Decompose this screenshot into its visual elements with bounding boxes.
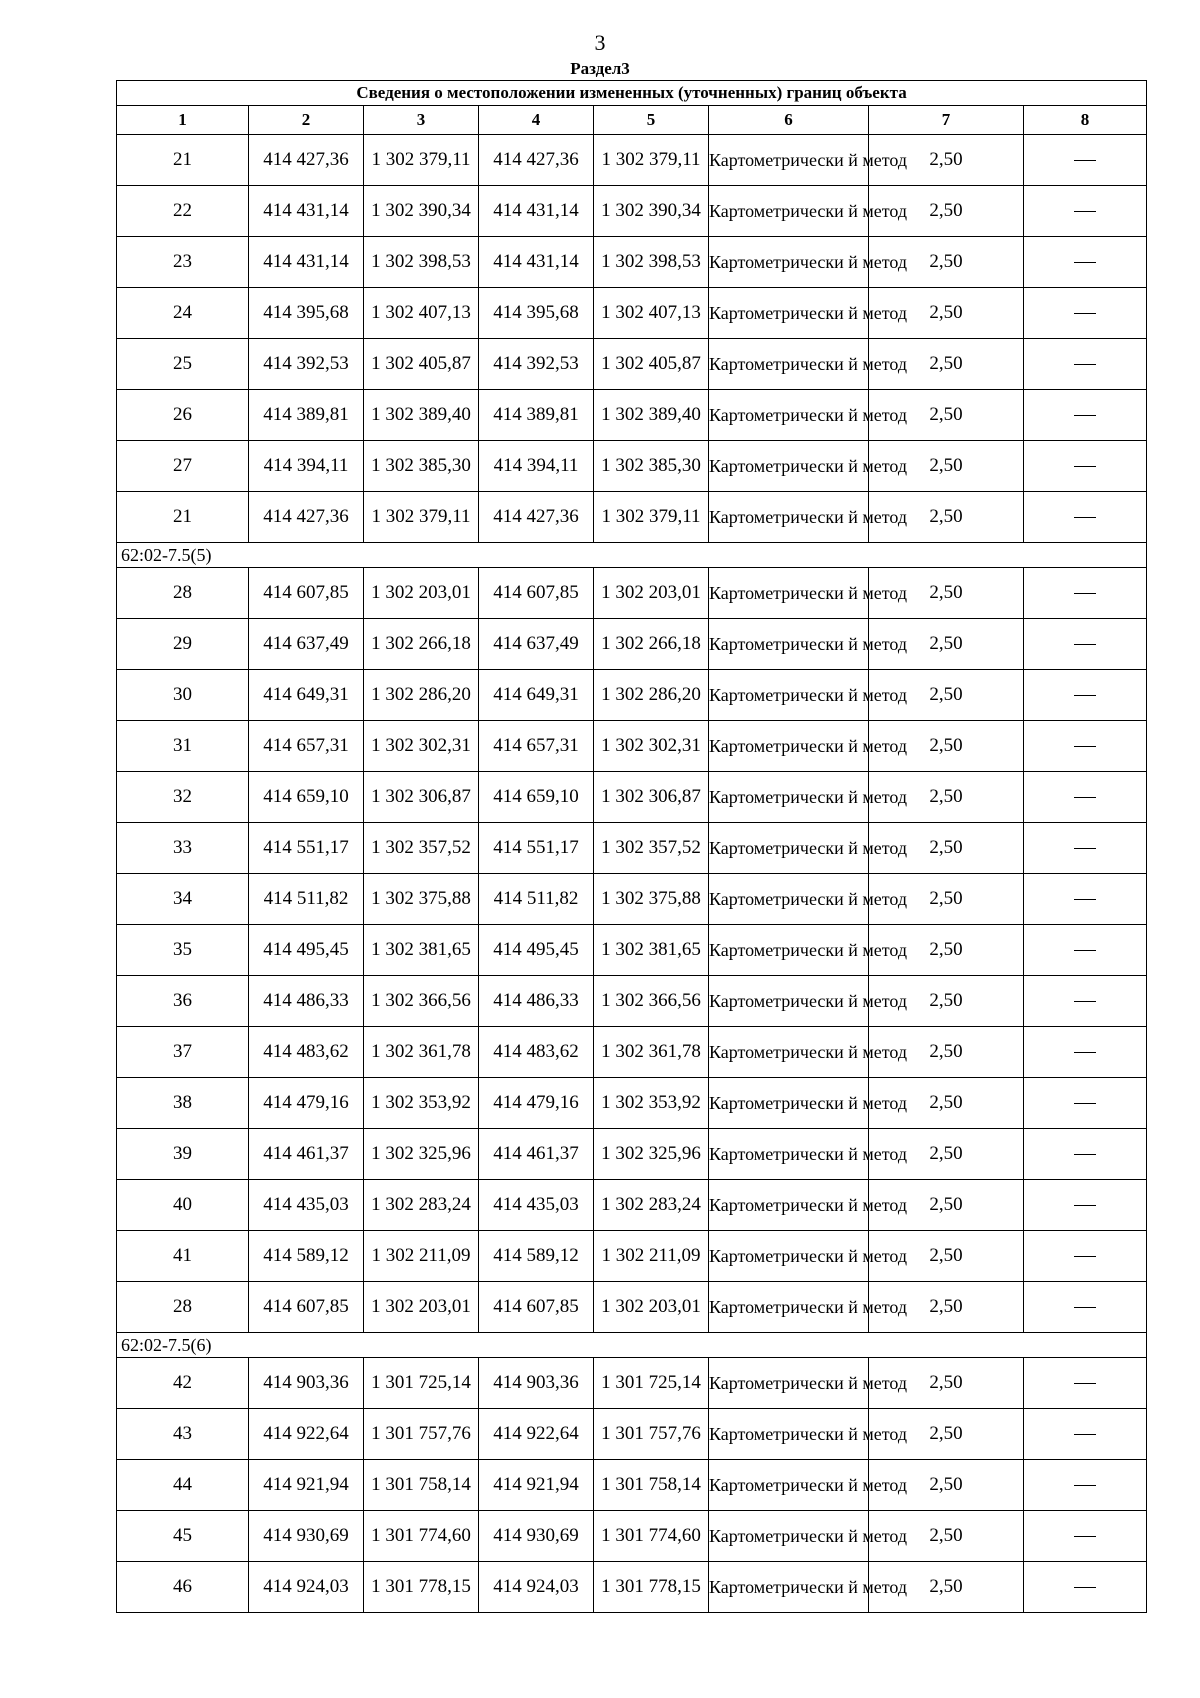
dash-mark (1074, 899, 1096, 900)
y-old-cell: 1 302 203,01 (364, 1282, 479, 1333)
accuracy-cell: 2,50 (869, 135, 1024, 186)
dash-mark (1074, 1383, 1096, 1384)
point-number-cell: 42 (117, 1358, 249, 1409)
description-cell (1024, 772, 1147, 823)
dash-mark (1074, 211, 1096, 212)
dash-mark (1074, 797, 1096, 798)
x-new-cell: 414 649,31 (479, 670, 594, 721)
table-row (117, 1078, 1147, 1129)
y-old-cell: 1 302 379,11 (364, 135, 479, 186)
dash-mark (1074, 262, 1096, 263)
x-new-cell: 414 589,12 (479, 1231, 594, 1282)
x-old-cell: 414 659,10 (249, 772, 364, 823)
y-new-cell: 1 302 405,87 (594, 339, 709, 390)
x-new-cell: 414 394,11 (479, 441, 594, 492)
x-new-cell: 414 389,81 (479, 390, 594, 441)
y-old-cell: 1 301 758,14 (364, 1460, 479, 1511)
point-number-cell: 44 (117, 1460, 249, 1511)
y-new-cell: 1 302 203,01 (594, 568, 709, 619)
dash-mark (1074, 1307, 1096, 1308)
x-old-cell: 414 483,62 (249, 1027, 364, 1078)
accuracy-cell: 2,50 (869, 186, 1024, 237)
method-cell: Картометрически й метод (709, 390, 869, 441)
method-cell: Картометрически й метод (709, 492, 869, 543)
y-old-cell: 1 302 381,65 (364, 925, 479, 976)
y-new-cell: 1 302 203,01 (594, 1282, 709, 1333)
x-new-cell: 414 461,37 (479, 1129, 594, 1180)
description-cell (1024, 135, 1147, 186)
description-cell (1024, 492, 1147, 543)
y-new-cell: 1 301 757,76 (594, 1409, 709, 1460)
x-new-cell: 414 427,36 (479, 135, 594, 186)
dash-mark (1074, 950, 1096, 951)
dash-mark (1074, 644, 1096, 645)
group-label-row (117, 1333, 1147, 1358)
accuracy-cell: 2,50 (869, 976, 1024, 1027)
table-row (117, 1282, 1147, 1333)
y-new-cell: 1 302 302,31 (594, 721, 709, 772)
accuracy-cell: 2,50 (869, 492, 1024, 543)
y-new-cell: 1 302 379,11 (594, 492, 709, 543)
y-old-cell: 1 302 379,11 (364, 492, 479, 543)
dash-mark (1074, 848, 1096, 849)
table-row (117, 186, 1147, 237)
method-cell: Картометрически й метод (709, 237, 869, 288)
y-new-cell: 1 302 353,92 (594, 1078, 709, 1129)
point-number-cell: 27 (117, 441, 249, 492)
table-row (117, 135, 1147, 186)
table-row (117, 925, 1147, 976)
point-number-cell: 40 (117, 1180, 249, 1231)
x-new-cell: 414 922,64 (479, 1409, 594, 1460)
x-old-cell: 414 392,53 (249, 339, 364, 390)
y-new-cell: 1 301 778,15 (594, 1562, 709, 1613)
x-old-cell: 414 431,14 (249, 237, 364, 288)
x-old-cell: 414 607,85 (249, 568, 364, 619)
point-number-cell: 35 (117, 925, 249, 976)
point-number-cell: 36 (117, 976, 249, 1027)
description-cell (1024, 441, 1147, 492)
x-old-cell: 414 461,37 (249, 1129, 364, 1180)
y-old-cell: 1 302 353,92 (364, 1078, 479, 1129)
column-number: 5 (594, 106, 709, 135)
table-row (117, 237, 1147, 288)
y-old-cell: 1 302 366,56 (364, 976, 479, 1027)
point-number-cell: 39 (117, 1129, 249, 1180)
method-cell: Картометрически й метод (709, 823, 869, 874)
y-new-cell: 1 302 366,56 (594, 976, 709, 1027)
column-number: 1 (117, 106, 249, 135)
method-cell: Картометрически й метод (709, 1562, 869, 1613)
accuracy-cell: 2,50 (869, 670, 1024, 721)
description-cell (1024, 823, 1147, 874)
y-new-cell: 1 302 361,78 (594, 1027, 709, 1078)
method-cell: Картометрически й метод (709, 1231, 869, 1282)
accuracy-cell: 2,50 (869, 721, 1024, 772)
point-number-cell: 46 (117, 1562, 249, 1613)
y-old-cell: 1 302 405,87 (364, 339, 479, 390)
accuracy-cell: 2,50 (869, 1511, 1024, 1562)
column-number: 8 (1024, 106, 1147, 135)
description-cell (1024, 1562, 1147, 1613)
dash-mark (1074, 1536, 1096, 1537)
x-new-cell: 414 495,45 (479, 925, 594, 976)
point-number-cell: 22 (117, 186, 249, 237)
group-label: 62:02-7.5(5) (117, 543, 1147, 568)
y-new-cell: 1 302 407,13 (594, 288, 709, 339)
point-number-cell: 43 (117, 1409, 249, 1460)
accuracy-cell: 2,50 (869, 390, 1024, 441)
table-row (117, 1562, 1147, 1613)
x-new-cell: 414 657,31 (479, 721, 594, 772)
dash-mark (1074, 466, 1096, 467)
y-old-cell: 1 302 389,40 (364, 390, 479, 441)
method-cell: Картометрически й метод (709, 288, 869, 339)
x-old-cell: 414 431,14 (249, 186, 364, 237)
description-cell (1024, 1231, 1147, 1282)
section-title: Раздел3 (570, 59, 630, 78)
x-old-cell: 414 389,81 (249, 390, 364, 441)
table-row (117, 1180, 1147, 1231)
method-cell: Картометрически й метод (709, 1460, 869, 1511)
description-cell (1024, 186, 1147, 237)
x-old-cell: 414 427,36 (249, 135, 364, 186)
description-cell (1024, 237, 1147, 288)
dash-mark (1074, 593, 1096, 594)
dash-mark (1074, 1154, 1096, 1155)
y-old-cell: 1 301 778,15 (364, 1562, 479, 1613)
column-number: 4 (479, 106, 594, 135)
point-number-cell: 21 (117, 492, 249, 543)
method-cell: Картометрически й метод (709, 721, 869, 772)
table-row (117, 390, 1147, 441)
method-cell: Картометрически й метод (709, 1129, 869, 1180)
accuracy-cell: 2,50 (869, 1562, 1024, 1613)
dash-mark (1074, 1434, 1096, 1435)
accuracy-cell: 2,50 (869, 1282, 1024, 1333)
table-row (117, 823, 1147, 874)
point-number-cell: 38 (117, 1078, 249, 1129)
y-old-cell: 1 301 725,14 (364, 1358, 479, 1409)
column-number: 6 (709, 106, 869, 135)
accuracy-cell: 2,50 (869, 1027, 1024, 1078)
accuracy-cell: 2,50 (869, 441, 1024, 492)
table-row (117, 1027, 1147, 1078)
point-number-cell: 34 (117, 874, 249, 925)
table-row (117, 441, 1147, 492)
method-cell: Картометрически й метод (709, 1409, 869, 1460)
x-new-cell: 414 427,36 (479, 492, 594, 543)
accuracy-cell: 2,50 (869, 288, 1024, 339)
method-cell: Картометрически й метод (709, 1511, 869, 1562)
y-old-cell: 1 302 283,24 (364, 1180, 479, 1231)
column-number: 7 (869, 106, 1024, 135)
accuracy-cell: 2,50 (869, 339, 1024, 390)
accuracy-cell: 2,50 (869, 925, 1024, 976)
dash-mark (1074, 415, 1096, 416)
point-number-cell: 32 (117, 772, 249, 823)
x-old-cell: 414 924,03 (249, 1562, 364, 1613)
y-old-cell: 1 302 302,31 (364, 721, 479, 772)
y-new-cell: 1 302 390,34 (594, 186, 709, 237)
description-cell (1024, 339, 1147, 390)
dash-mark (1074, 695, 1096, 696)
x-new-cell: 414 607,85 (479, 1282, 594, 1333)
column-number: 3 (364, 106, 479, 135)
y-new-cell: 1 302 381,65 (594, 925, 709, 976)
dash-mark (1074, 1205, 1096, 1206)
table-row (117, 568, 1147, 619)
method-cell: Картометрически й метод (709, 874, 869, 925)
method-cell: Картометрически й метод (709, 1282, 869, 1333)
description-cell (1024, 976, 1147, 1027)
description-cell (1024, 619, 1147, 670)
x-old-cell: 414 511,82 (249, 874, 364, 925)
point-number-cell: 29 (117, 619, 249, 670)
y-old-cell: 1 301 774,60 (364, 1511, 479, 1562)
accuracy-cell: 2,50 (869, 772, 1024, 823)
x-old-cell: 414 551,17 (249, 823, 364, 874)
y-new-cell: 1 302 306,87 (594, 772, 709, 823)
dash-mark (1074, 517, 1096, 518)
table-row (117, 721, 1147, 772)
x-new-cell: 414 921,94 (479, 1460, 594, 1511)
table-row (117, 288, 1147, 339)
x-new-cell: 414 637,49 (479, 619, 594, 670)
x-new-cell: 414 551,17 (479, 823, 594, 874)
accuracy-cell: 2,50 (869, 1129, 1024, 1180)
y-old-cell: 1 302 385,30 (364, 441, 479, 492)
description-cell (1024, 874, 1147, 925)
y-new-cell: 1 302 398,53 (594, 237, 709, 288)
accuracy-cell: 2,50 (869, 874, 1024, 925)
point-number-cell: 33 (117, 823, 249, 874)
x-new-cell: 414 431,14 (479, 186, 594, 237)
y-old-cell: 1 302 286,20 (364, 670, 479, 721)
description-cell (1024, 390, 1147, 441)
description-cell (1024, 721, 1147, 772)
y-old-cell: 1 302 398,53 (364, 237, 479, 288)
description-cell (1024, 1511, 1147, 1562)
accuracy-cell: 2,50 (869, 1231, 1024, 1282)
x-old-cell: 414 486,33 (249, 976, 364, 1027)
description-cell (1024, 1282, 1147, 1333)
y-new-cell: 1 302 375,88 (594, 874, 709, 925)
method-cell: Картометрически й метод (709, 925, 869, 976)
x-new-cell: 414 930,69 (479, 1511, 594, 1562)
x-new-cell: 414 924,03 (479, 1562, 594, 1613)
description-cell (1024, 1129, 1147, 1180)
point-number-cell: 45 (117, 1511, 249, 1562)
x-old-cell: 414 903,36 (249, 1358, 364, 1409)
description-cell (1024, 1078, 1147, 1129)
y-old-cell: 1 302 375,88 (364, 874, 479, 925)
description-cell (1024, 670, 1147, 721)
method-cell: Картометрически й метод (709, 1027, 869, 1078)
description-cell (1024, 288, 1147, 339)
description-cell (1024, 1027, 1147, 1078)
point-number-cell: 37 (117, 1027, 249, 1078)
x-old-cell: 414 589,12 (249, 1231, 364, 1282)
x-new-cell: 414 903,36 (479, 1358, 594, 1409)
point-number-cell: 23 (117, 237, 249, 288)
dash-mark (1074, 1052, 1096, 1053)
column-number-row (117, 106, 1147, 135)
y-new-cell: 1 301 725,14 (594, 1358, 709, 1409)
point-number-cell: 28 (117, 1282, 249, 1333)
table-row (117, 670, 1147, 721)
y-new-cell: 1 302 211,09 (594, 1231, 709, 1282)
table-caption: Сведения о местоположении измененных (уточненных) границ объекта (117, 81, 1147, 106)
description-cell (1024, 925, 1147, 976)
accuracy-cell: 2,50 (869, 237, 1024, 288)
y-new-cell: 1 302 325,96 (594, 1129, 709, 1180)
y-new-cell: 1 302 389,40 (594, 390, 709, 441)
description-cell (1024, 568, 1147, 619)
y-new-cell: 1 301 774,60 (594, 1511, 709, 1562)
x-old-cell: 414 637,49 (249, 619, 364, 670)
method-cell: Картометрически й метод (709, 1180, 869, 1231)
y-new-cell: 1 301 758,14 (594, 1460, 709, 1511)
point-number-cell: 30 (117, 670, 249, 721)
x-old-cell: 414 395,68 (249, 288, 364, 339)
table-body (117, 135, 1147, 1613)
table-row (117, 1460, 1147, 1511)
table-row (117, 492, 1147, 543)
x-old-cell: 414 657,31 (249, 721, 364, 772)
y-old-cell: 1 302 325,96 (364, 1129, 479, 1180)
dash-mark (1074, 1485, 1096, 1486)
x-old-cell: 414 495,45 (249, 925, 364, 976)
accuracy-cell: 2,50 (869, 619, 1024, 670)
column-number: 2 (249, 106, 364, 135)
x-new-cell: 414 479,16 (479, 1078, 594, 1129)
y-old-cell: 1 302 211,09 (364, 1231, 479, 1282)
dash-mark (1074, 1001, 1096, 1002)
x-new-cell: 414 659,10 (479, 772, 594, 823)
x-old-cell: 414 930,69 (249, 1511, 364, 1562)
point-number-cell: 26 (117, 390, 249, 441)
group-label-row (117, 543, 1147, 568)
y-old-cell: 1 302 203,01 (364, 568, 479, 619)
y-new-cell: 1 302 357,52 (594, 823, 709, 874)
method-cell: Картометрически й метод (709, 441, 869, 492)
table-row (117, 772, 1147, 823)
accuracy-cell: 2,50 (869, 1078, 1024, 1129)
x-new-cell: 414 607,85 (479, 568, 594, 619)
table-row (117, 619, 1147, 670)
x-new-cell: 414 486,33 (479, 976, 594, 1027)
method-cell: Картометрически й метод (709, 568, 869, 619)
y-new-cell: 1 302 283,24 (594, 1180, 709, 1231)
x-new-cell: 414 431,14 (479, 237, 594, 288)
point-number-cell: 41 (117, 1231, 249, 1282)
x-old-cell: 414 649,31 (249, 670, 364, 721)
x-old-cell: 414 922,64 (249, 1409, 364, 1460)
dash-mark (1074, 1587, 1096, 1588)
method-cell: Картометрически й метод (709, 670, 869, 721)
page-number: 3 (594, 30, 606, 55)
method-cell: Картометрически й метод (709, 1078, 869, 1129)
dash-mark (1074, 160, 1096, 161)
y-new-cell: 1 302 266,18 (594, 619, 709, 670)
x-new-cell: 414 435,03 (479, 1180, 594, 1231)
accuracy-cell: 2,50 (869, 568, 1024, 619)
description-cell (1024, 1180, 1147, 1231)
table-row (117, 1358, 1147, 1409)
x-new-cell: 414 511,82 (479, 874, 594, 925)
dash-mark (1074, 364, 1096, 365)
y-old-cell: 1 302 361,78 (364, 1027, 479, 1078)
x-old-cell: 414 394,11 (249, 441, 364, 492)
point-number-cell: 28 (117, 568, 249, 619)
y-old-cell: 1 301 757,76 (364, 1409, 479, 1460)
description-cell (1024, 1460, 1147, 1511)
x-old-cell: 414 427,36 (249, 492, 364, 543)
x-old-cell: 414 435,03 (249, 1180, 364, 1231)
accuracy-cell: 2,50 (869, 823, 1024, 874)
dash-mark (1074, 313, 1096, 314)
dash-mark (1074, 1256, 1096, 1257)
x-old-cell: 414 479,16 (249, 1078, 364, 1129)
point-number-cell: 25 (117, 339, 249, 390)
method-cell: Картометрически й метод (709, 186, 869, 237)
table-row (117, 339, 1147, 390)
description-cell (1024, 1409, 1147, 1460)
x-new-cell: 414 483,62 (479, 1027, 594, 1078)
method-cell: Картометрически й метод (709, 772, 869, 823)
description-cell (1024, 1358, 1147, 1409)
method-cell: Картометрически й метод (709, 619, 869, 670)
table-row (117, 1409, 1147, 1460)
table-caption-row (117, 81, 1147, 106)
y-new-cell: 1 302 286,20 (594, 670, 709, 721)
accuracy-cell: 2,50 (869, 1409, 1024, 1460)
accuracy-cell: 2,50 (869, 1180, 1024, 1231)
table-row (117, 1511, 1147, 1562)
accuracy-cell: 2,50 (869, 1358, 1024, 1409)
table-row (117, 874, 1147, 925)
y-new-cell: 1 302 379,11 (594, 135, 709, 186)
accuracy-cell: 2,50 (869, 1460, 1024, 1511)
x-old-cell: 414 607,85 (249, 1282, 364, 1333)
dash-mark (1074, 746, 1096, 747)
y-old-cell: 1 302 357,52 (364, 823, 479, 874)
y-old-cell: 1 302 390,34 (364, 186, 479, 237)
point-number-cell: 21 (117, 135, 249, 186)
table-row (117, 1231, 1147, 1282)
table-row (117, 1129, 1147, 1180)
method-cell: Картометрически й метод (709, 339, 869, 390)
x-new-cell: 414 392,53 (479, 339, 594, 390)
y-old-cell: 1 302 306,87 (364, 772, 479, 823)
y-old-cell: 1 302 407,13 (364, 288, 479, 339)
x-new-cell: 414 395,68 (479, 288, 594, 339)
method-cell: Картометрически й метод (709, 135, 869, 186)
method-cell: Картометрически й метод (709, 1358, 869, 1409)
x-old-cell: 414 921,94 (249, 1460, 364, 1511)
coordinates-table (116, 80, 1147, 1613)
method-cell: Картометрически й метод (709, 976, 869, 1027)
point-number-cell: 31 (117, 721, 249, 772)
dash-mark (1074, 1103, 1096, 1104)
group-label: 62:02-7.5(6) (117, 1333, 1147, 1358)
point-number-cell: 24 (117, 288, 249, 339)
y-old-cell: 1 302 266,18 (364, 619, 479, 670)
table-row (117, 976, 1147, 1027)
y-new-cell: 1 302 385,30 (594, 441, 709, 492)
